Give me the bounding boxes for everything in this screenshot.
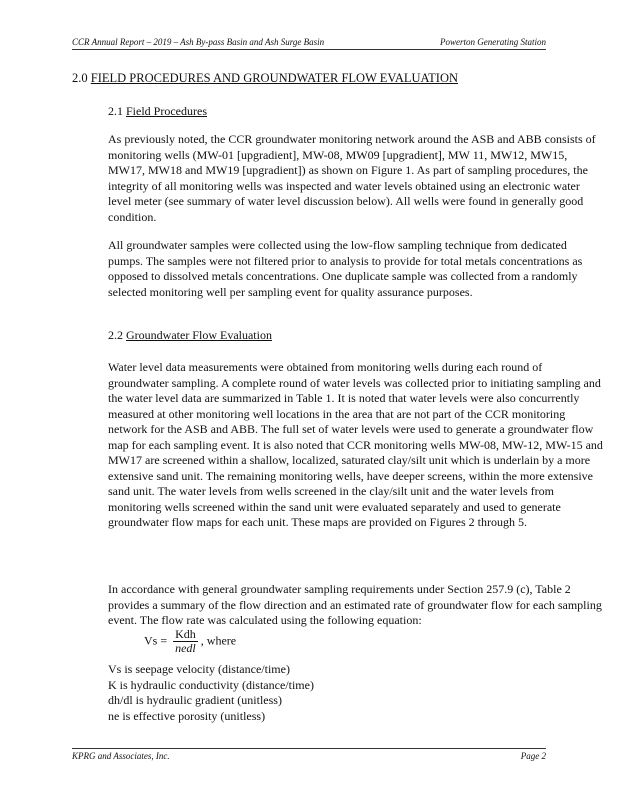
variable-definitions: [108, 662, 314, 724]
equation-suffix: , where: [200, 633, 237, 648]
definition-item: ne is effective porosity (unitless): [108, 708, 266, 723]
definition-item: K is hydraulic conductivity (distance/time): [108, 677, 314, 692]
definition-item: dh/dl is hydraulic gradient (unitless): [108, 693, 282, 707]
equation-lhs: Vs =: [144, 633, 168, 648]
paragraph-water-level-data: Water level data measurements were obtained from monitoring wells during each round of groundwater sampling. A complete round of water levels was collected prior to initiating sampling and the water level data are summarized in Table 1. It is noted that water levels were also concurrently measured at other monitoring well locations in the area that are not part of the CCR monitoring network for the ASB and ABB. The full set of water levels were used to generate a groundwater flow map for each sampling event. It is also noted that CCR monitoring wells MW-08, MW-12, MW-15 and MW17 are screened within a shallow, localized, saturated clay/silt unit which is underlain by a more extensive sand unit. The remaining monitoring wells, have deeper screens, within the more extensive sand unit. The water levels from wells screened in the clay/silt unit and the water levels from monitoring wells screened within the sand unit were evaluated separately and used to generate groundwater flow maps for each unit. These maps are provided on Figures 2 through 5.: [108, 360, 603, 529]
header-report-title: CCR Annual Report – 2019 – Ash By-pass Basin and Ash Surge Basin: [72, 37, 325, 47]
subsection-heading-field-procedures: [108, 104, 207, 119]
seepage-velocity-equation: [144, 628, 236, 655]
paragraph-monitoring-network: As previously noted, the CCR groundwater monitoring network around the ASB and ABB consists of monitoring wells (MW-01 [upgradient], MW-08, MW09 [upgradient], MW 11, MW12, MW15, MW17, MW18 and MW19 [upgradient]) as shown on Figure 1. As part of sampling procedures, the integrity of all monitoring wells was inspected and water levels obtained using an electronic water level meter (see summary of water level discussion below). All wells were found in generally good condition.: [108, 132, 596, 224]
footer-page-number: Page 2: [520, 751, 546, 761]
section-heading: [72, 71, 458, 86]
paragraph-sampling-technique: All groundwater samples were collected using the low-flow sampling technique from dedicated pumps. The samples were not filtered prior to analysis to provide for total metals concentrations as opposed to dissolved metals concentrations. One duplicate sample was collected from a randomly selected monitoring well per sampling event for quality assurance purposes.: [108, 238, 583, 299]
page-header: [72, 37, 546, 50]
paragraph-flow-rate-equation-intro: In accordance with general groundwater sampling requirements under Section 257.9 (c), Table 2 provides a summary of the flow direction and an estimated rate of groundwater flow for each sampling event. The flow rate was calculated using the following equation:: [108, 582, 602, 627]
subsection-number: 2.2: [108, 328, 123, 342]
subsection-heading-groundwater-flow: [108, 328, 272, 343]
subsection-title: Groundwater Flow Evaluation: [126, 328, 272, 342]
definition-item: Vs is seepage velocity (distance/time): [108, 662, 290, 676]
section-number: 2.0: [72, 71, 88, 85]
subsection-number: 2.1: [108, 104, 123, 118]
page-footer: [72, 748, 546, 761]
equation-numerator: Kdh: [175, 627, 196, 641]
section-title: FIELD PROCEDURES AND GROUNDWATER FLOW EVALUATION: [90, 71, 459, 85]
header-station-name: Powerton Generating Station: [440, 37, 546, 47]
subsection-title: Field Procedures: [126, 104, 207, 118]
footer-company: KPRG and Associates, Inc.: [72, 751, 170, 761]
equation-fraction: [173, 628, 198, 655]
equation-denominator: nedl: [175, 641, 196, 655]
